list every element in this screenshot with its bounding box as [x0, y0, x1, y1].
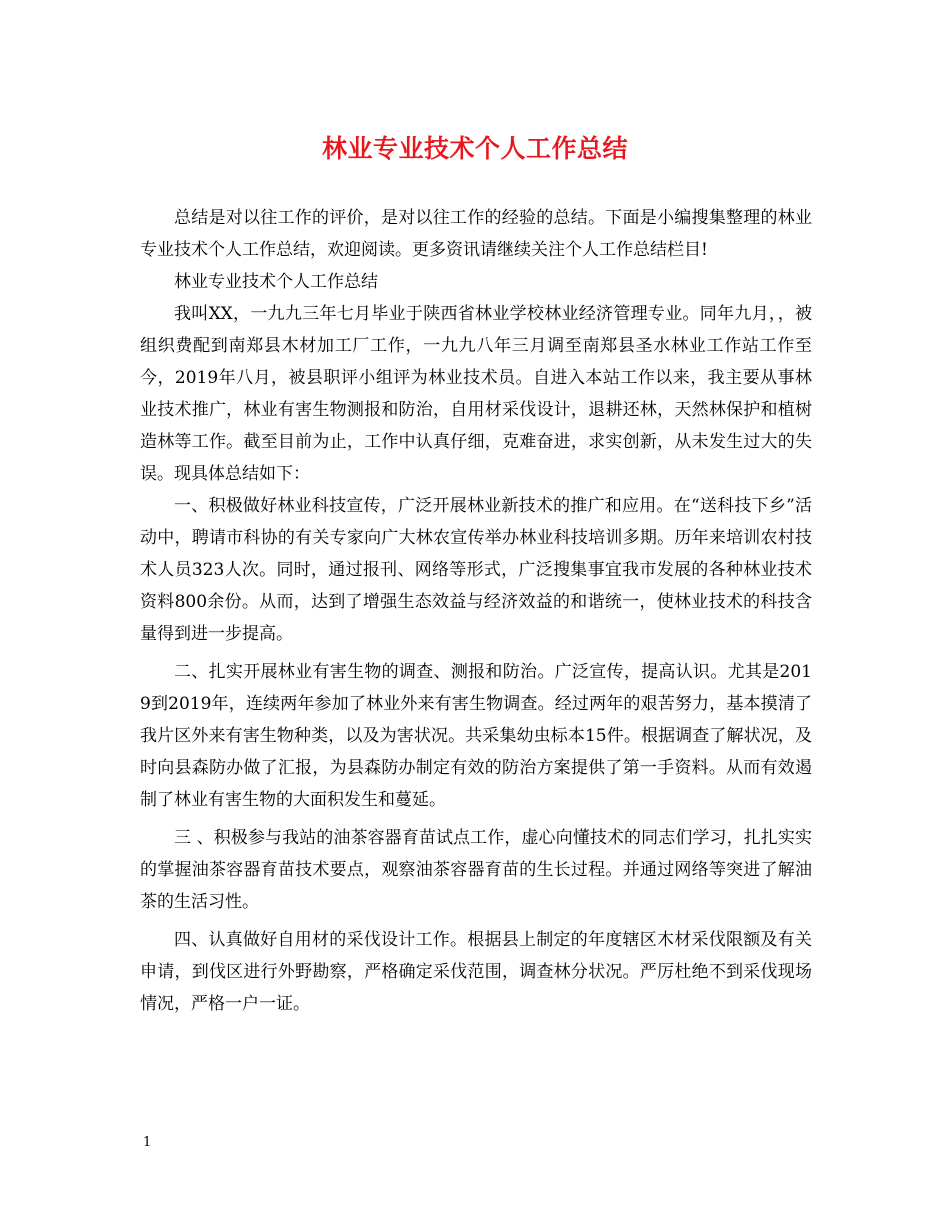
- paragraph-section-one: 一、积极做好林业科技宣传，广泛开展林业新技术的推广和应用。在“送科技下乡”活动中，聘请市科协的有关专家向广大林农宣传举办林业科技培训多期。历年来培训农村技术人员323人次。同时，通过报刊、网络等形式，广泛搜集事宜我市发展的各种林业技术资料800余份。从而，达到了增强生态效益与经济效益的和谐统一，使林业技术的科技含量得到进一步提高。: [140, 496, 812, 644]
- paragraph-self-introduction: 我叫XX，一九九三年七月毕业于陕西省林业学校林业经济管理专业。同年九月，，被组织费配到南郑县木材加工厂工作，一九九八年三月调至南郑县圣水林业工作站工作至今，2019年八月，被县职评小组评为林业技术员。自进入本站工作以来，我主要从事林业技术推广，林业有害生物测报和防治，自用材采伐设计，退耕还林，天然林保护和植树造林等工作。截至目前为止，工作中认真仔细，克难奋进，求实创新，从未发生过大的失误。现具体总结如下：: [140, 304, 812, 484]
- document-body: [140, 202, 812, 1020]
- paragraph-section-two: 二、扎实开展林业有害生物的调查、测报和防治。广泛宣传，提高认识。尤其是2019到2019年，连续两年参加了林业外来有害生物调查。经过两年的艰苦努力，基本摸清了我片区外来有害生物种类，以及为害状况。共采集幼虫标本15件。根据调查了解状况，及时向县森防办做了汇报，为县森防办制定有效的防治方案提供了第一手资料。从而有效遏制了林业有害生物的大面积发生和蔓延。: [140, 662, 812, 810]
- paragraph-section-four: 四、认真做好自用材的采伐设计工作。根据县上制定的年度辖区木材采伐限额及有关申请，到伐区进行外野勘察，严格确定采伐范围，调查林分状况。严厉杜绝不到采伐现场情况，严格一户一证。: [140, 930, 812, 1014]
- page-number: 1: [143, 1135, 152, 1150]
- paragraph-section-three: 三 、积极参与我站的油茶容器育苗试点工作，虚心向懂技术的同志们学习，扎扎实实的掌握油茶容器育苗技术要点，观察油茶容器育苗的生长过程。并通过网络等突进了解油茶的生活习性。: [140, 828, 812, 912]
- page-title: 林业专业技术个人工作总结: [321, 134, 628, 163]
- paragraph-intro: 总结是对以往工作的评价，是对以往工作的经验的总结。下面是小编搜集整理的林业专业技术个人工作总结，欢迎阅读。更多资讯请继续关注个人工作总结栏目!: [140, 208, 812, 260]
- paragraph-subtitle: 林业专业技术个人工作总结: [174, 272, 378, 292]
